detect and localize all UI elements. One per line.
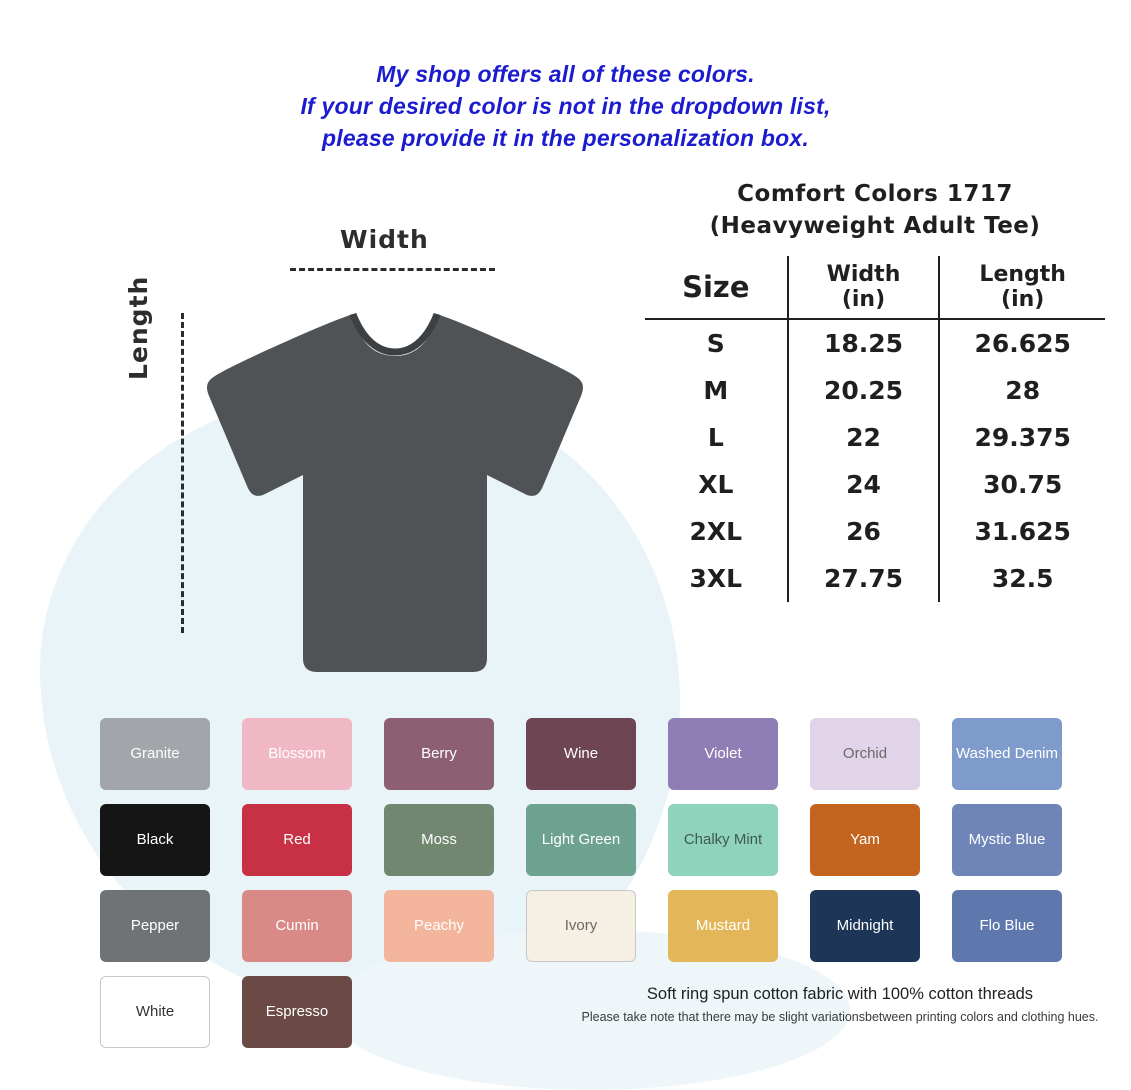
cell-length: 30.75 [983,470,1063,499]
measurement-diagram [0,195,630,715]
color-swatch-label: Midnight [836,917,894,934]
cell-length: 28 [1005,376,1041,405]
color-swatch[interactable] [526,718,636,790]
color-swatch[interactable] [242,890,352,962]
table-row [645,508,1105,555]
cell-length: 31.625 [974,517,1071,546]
length-axis-label: Length [124,275,153,380]
table-row [645,555,1105,602]
shop-note [0,0,1131,154]
cell-width: 24 [788,461,940,508]
color-swatch[interactable] [952,718,1062,790]
color-swatch-label: Light Green [541,831,621,848]
color-swatch-label: Moss [421,831,457,848]
color-swatch-label: Granite [130,745,180,762]
fabric-footer-sub: Please take note that there may be slight variationsbetween printing colors and clothing hues. [581,1010,1099,1024]
color-swatch[interactable] [242,976,352,1048]
header-width [788,256,940,319]
color-swatch-label: Pepper [130,917,180,934]
color-swatch-label: Violet [704,745,742,762]
cell-width: 20.25 [788,367,940,414]
width-axis-label: Width [340,225,429,254]
color-swatch-label: Wine [563,745,599,762]
cell-size: M [645,367,788,414]
color-swatch[interactable] [242,804,352,876]
cell-width: 18.25 [788,319,940,367]
cell-width: 27.75 [788,555,940,602]
color-swatch[interactable] [100,804,210,876]
color-swatch-label: Red [283,831,311,848]
color-swatch[interactable] [810,890,920,962]
size-chart-table [645,256,1105,602]
color-swatch-label: White [135,1003,175,1020]
cell-length: 29.375 [974,423,1071,452]
color-swatch[interactable] [668,804,778,876]
shop-note-line-1: My shop offers all of these colors. [376,61,755,87]
header-length [939,256,1105,319]
header-size: Size [645,256,788,319]
color-swatch-label: Ivory [564,917,598,934]
size-chart [645,178,1105,602]
cell-width: 26 [788,508,940,555]
color-swatch[interactable] [384,718,494,790]
cell-size: 2XL [645,508,788,555]
color-swatch-label: Flo Blue [979,917,1035,934]
color-swatch[interactable] [668,890,778,962]
fabric-footer-main: Soft ring spun cotton fabric with 100% cotton threads [646,985,1034,1003]
width-dashed-line [290,268,495,271]
color-swatch-label: Black [136,831,174,848]
size-chart-header-row [645,256,1105,319]
size-chart-head [645,256,1105,319]
color-swatch[interactable] [384,804,494,876]
cell-length: 32.5 [991,564,1054,593]
color-swatch-label: Espresso [265,1003,329,1020]
color-swatch-label: Chalky Mint [683,831,763,848]
color-swatch[interactable] [100,718,210,790]
color-swatch-label: Orchid [842,745,888,762]
color-swatch-label: Cumin [275,917,319,934]
cell-length: 26.625 [974,329,1071,358]
shop-note-line-2: If your desired color is not in the dropdown list, [300,93,831,119]
color-swatch[interactable] [810,804,920,876]
color-swatch[interactable] [100,976,210,1048]
shop-note-line-3: please provide it in the personalization box. [322,125,809,151]
size-chart-body [645,319,1105,602]
color-swatch[interactable] [100,890,210,962]
header-length-line-1: Length [979,262,1066,287]
color-swatch[interactable] [668,718,778,790]
size-chart-title [645,178,1105,242]
size-chart-title-line-2: (Heavyweight Adult Tee) [709,213,1041,239]
color-swatch-label: Yam [850,831,880,848]
fabric-footer [560,985,1120,1024]
table-row [645,319,1105,367]
color-swatch-label: Mustard [695,917,751,934]
color-swatch[interactable] [952,890,1062,962]
color-swatch[interactable] [952,804,1062,876]
color-swatch[interactable] [526,804,636,876]
tshirt-illustration [185,280,605,700]
cell-size: XL [645,461,788,508]
cell-width: 22 [788,414,940,461]
length-dashed-line [181,313,184,633]
cell-size: L [645,414,788,461]
color-swatch-label: Peachy [413,917,465,934]
header-width-line-1: Width [826,262,901,287]
color-swatch[interactable] [242,718,352,790]
color-swatch-label: Washed Denim [956,745,1058,762]
color-swatch-label: Blossom [268,745,326,762]
size-chart-title-line-1: Comfort Colors 1717 [737,181,1013,207]
color-swatch-label: Mystic Blue [968,831,1046,848]
color-swatch[interactable] [810,718,920,790]
cell-size: 3XL [645,555,788,602]
header-length-line-2: (in) [1001,287,1045,312]
table-row [645,414,1105,461]
color-swatch[interactable] [526,890,636,962]
table-row [645,367,1105,414]
cell-size: S [645,319,788,367]
color-swatch-label: Berry [421,745,457,762]
table-row [645,461,1105,508]
color-swatch[interactable] [384,890,494,962]
header-width-line-2: (in) [841,287,886,312]
